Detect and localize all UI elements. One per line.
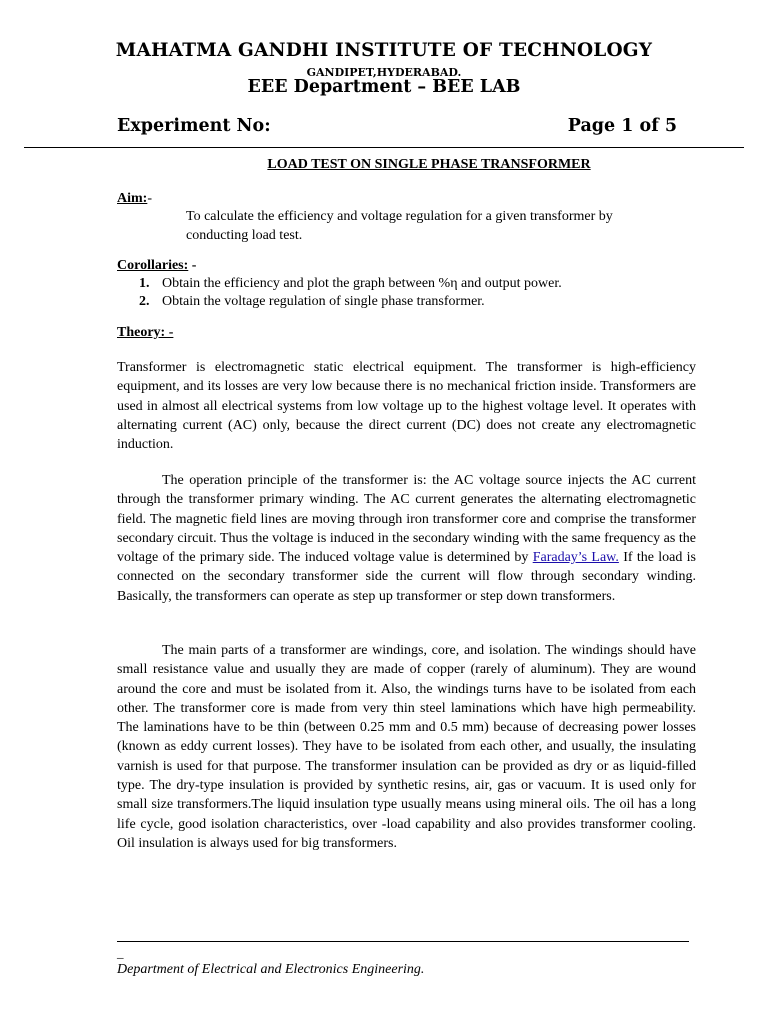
institute-location: GANDIPET,HYDERABAD.	[306, 66, 462, 79]
theory-paragraph-2	[117, 471, 696, 606]
list-item-number: 2.	[139, 293, 150, 309]
list-item-text: Obtain the voltage regulation of single phase transformer.	[162, 293, 485, 309]
theory-paragraph-3: The main parts of a transformer are windings, core, and isolation. The windings should have small resistance value and usually they are made of copper (rarely of aluminum). They are wound around the core and must be isolated from it. Also, the windings turns have to be isolated from each other. The transformer core is made from very thin steel laminations which have high permeability. The laminations have to be thin (between 0.25 mm and 0.5 mm) because of decreasing power losses (known as eddy current losses). They have to be isolated from each other, and usually, the insulating varnish is used for that purpose. The transformer insulation can be provided as dry or as liquid-filled type. The dry-type insulation is provided by synthetic resins, air, gas or vacuum. It is used only for small size transformers.The liquid insulation type usually means using mineral oils. The oil has a long life cycle, good isolation characteristics, over -load capability and also provides transformer cooling. Oil insulation is always used for big transformers.	[117, 643, 696, 851]
footer-divider	[117, 941, 689, 942]
aim-label: Aim:	[117, 191, 148, 206]
corollaries-label: Corollaries:	[117, 258, 189, 273]
paragraph-2-text-before: The operation principle of the transformer is: the AC voltage source injects the AC current through the transformer primary winding. The AC current generates the alternating electromagnetic field. The magnetic field lines are moving through iron transformer core and comprise the transformer secondary circuit. Thus the voltage is induced in the secondary winding with the same frequency as the voltage of the primary side. The induced voltage value is determined by	[117, 473, 696, 566]
aim-text: To calculate the efficiency and voltage regulation for a given transformer by conducting load test.	[186, 209, 613, 244]
experiment-title: LOAD TEST ON SINGLE PHASE TRANSFORMER	[267, 157, 591, 172]
footer-department: Department of Electrical and Electronics Engineering.	[117, 962, 425, 977]
aim-suffix: -	[147, 191, 152, 206]
institute-name: MAHATMA GANDHI INSTITUTE OF TECHNOLOGY	[115, 40, 653, 61]
theory-paragraph-1: Transformer is electromagnetic static electrical equipment. The transformer is high-efficiency equipment, and its losses are very low because there is no mechanical friction inside. Transformers are used in almost all electrical systems from low voltage up to the highest voltage level. It operates with alternating current (AC) only, because the direct current (DC) does not create any electromagnetic induction.	[117, 360, 696, 453]
header-divider	[24, 147, 744, 148]
corollaries-suffix: -	[188, 258, 197, 273]
experiment-number-label: Experiment No:	[117, 116, 271, 136]
theory-heading	[117, 325, 173, 341]
list-item	[117, 275, 562, 293]
footer-dash: _	[117, 945, 124, 960]
paragraph-2-text-after: If the load is connected on the secondary transformer side the current will flow through secondary winding. Basically, the transformers can operate as step up transformer or step down transformers.	[117, 550, 696, 604]
aim-heading	[117, 191, 152, 207]
faradays-law-link[interactable]: Faraday’s Law.	[532, 550, 619, 566]
corollaries-list	[117, 275, 562, 310]
experiment-row	[117, 116, 677, 140]
corollaries-heading	[117, 258, 196, 274]
list-item-text: Obtain the efficiency and plot the graph between %η and output power.	[162, 276, 562, 291]
theory-label: Theory: -	[117, 325, 174, 340]
list-item-number: 1.	[139, 276, 150, 291]
department-name: EEE Department – BEE LAB	[247, 77, 521, 97]
list-item	[117, 293, 562, 311]
page-number: Page 1 of 5	[567, 116, 677, 136]
